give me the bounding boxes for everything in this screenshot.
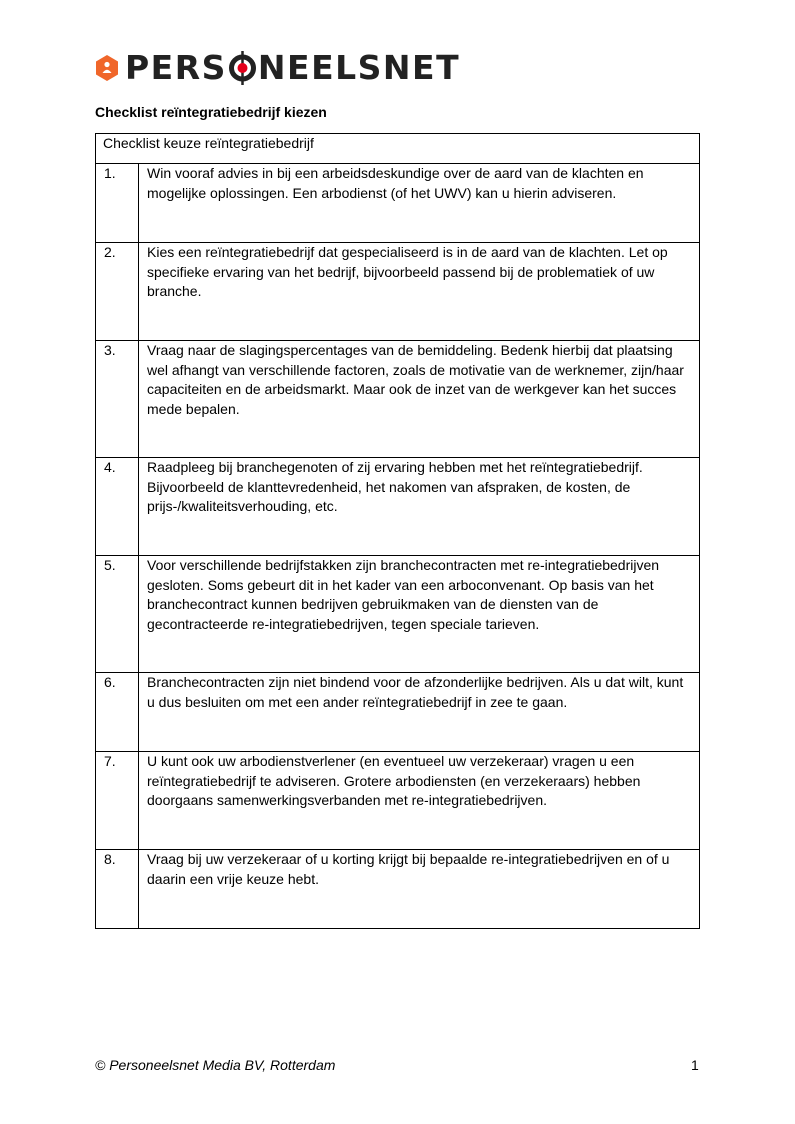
row-number: 5. <box>96 556 139 673</box>
row-text: Branchecontracten zijn niet bindend voor de afzonderlijke bedrijven. Als u dat wilt, kunt u dus besluiten om met een ander reïntegratiebedrijf in zee te gaan. <box>139 673 700 752</box>
row-text: Vraag bij uw verzekeraar of u korting krijgt bij bepaalde re-integratiebedrijven en of u daarin een vrije keuze hebt. <box>139 850 700 929</box>
checklist-table <box>95 133 700 929</box>
table-row <box>96 673 700 752</box>
row-number: 3. <box>96 341 139 458</box>
row-number: 7. <box>96 752 139 850</box>
footer-copyright: © Personeelsnet Media BV, Rotterdam <box>95 1057 336 1073</box>
row-text: U kunt ook uw arbodienstverlener (en eventueel uw verzekeraar) vragen u een reïntegratiebedrijf te adviseren. Grotere arbodiensten (en verzekeraars) hebben doorgaans samenwerkingsverbanden met re-integratiebedrijven. <box>139 752 700 850</box>
table-row <box>96 164 700 243</box>
target-o-icon <box>228 50 257 86</box>
row-text: Raadpleeg bij branchegenoten of zij ervaring hebben met het reïntegratiebedrijf. Bijvoorbeeld de klanttevredenheid, het nakomen van afspraken, de kosten, de prijs-/kwaliteitsverhouding, etc. <box>139 458 700 556</box>
logo-wordmark <box>125 50 460 86</box>
row-number: 8. <box>96 850 139 929</box>
person-hexagon-icon <box>95 54 119 82</box>
table-row <box>96 341 700 458</box>
row-number: 2. <box>96 243 139 341</box>
logo-text-end: NEELSNET <box>257 48 461 87</box>
row-number: 4. <box>96 458 139 556</box>
table-row <box>96 458 700 556</box>
table-header: Checklist keuze reïntegratiebedrijf <box>96 134 700 164</box>
row-text: Win vooraf advies in bij een arbeidsdeskundige over de aard van de klachten en mogelijke oplossingen. Een arbodienst (of het UWV) kan u hierin adviseren. <box>139 164 700 243</box>
table-row <box>96 556 700 673</box>
table-row <box>96 850 700 929</box>
document-title: Checklist reïntegratiebedrijf kiezen <box>95 104 327 120</box>
row-text: Kies een reïntegratiebedrijf dat gespecialiseerd is in de aard van de klachten. Let op specifieke ervaring van het bedrijf, bijvoorbeeld passend bij de problematiek of uw branche. <box>139 243 700 341</box>
table-header-row <box>96 134 700 164</box>
row-text: Voor verschillende bedrijfstakken zijn branchecontracten met re-integratiebedrijven gesloten. Soms gebeurt dit in het kader van een arboconvenant. Op basis van het branchecontract kunnen bedrijven gebruikmaken van de diensten van de gecontracteerde re-integratiebedrijven, tegen speciale tarieven. <box>139 556 700 673</box>
row-number: 1. <box>96 164 139 243</box>
row-number: 6. <box>96 673 139 752</box>
row-text: Vraag naar de slagingspercentages van de bemiddeling. Bedenk hierbij dat plaatsing wel afhangt van verschillende factoren, zoals de motivatie van de werknemer, zijn/haar capaciteiten en de arbeidsmarkt. Maar ook de inzet van de werkgever kan het succes mede bepalen. <box>139 341 700 458</box>
page-number: 1 <box>691 1057 699 1073</box>
personeelsnet-logo <box>95 50 460 86</box>
logo-text-start: PERS <box>125 48 227 87</box>
table-row <box>96 243 700 341</box>
table-row <box>96 752 700 850</box>
